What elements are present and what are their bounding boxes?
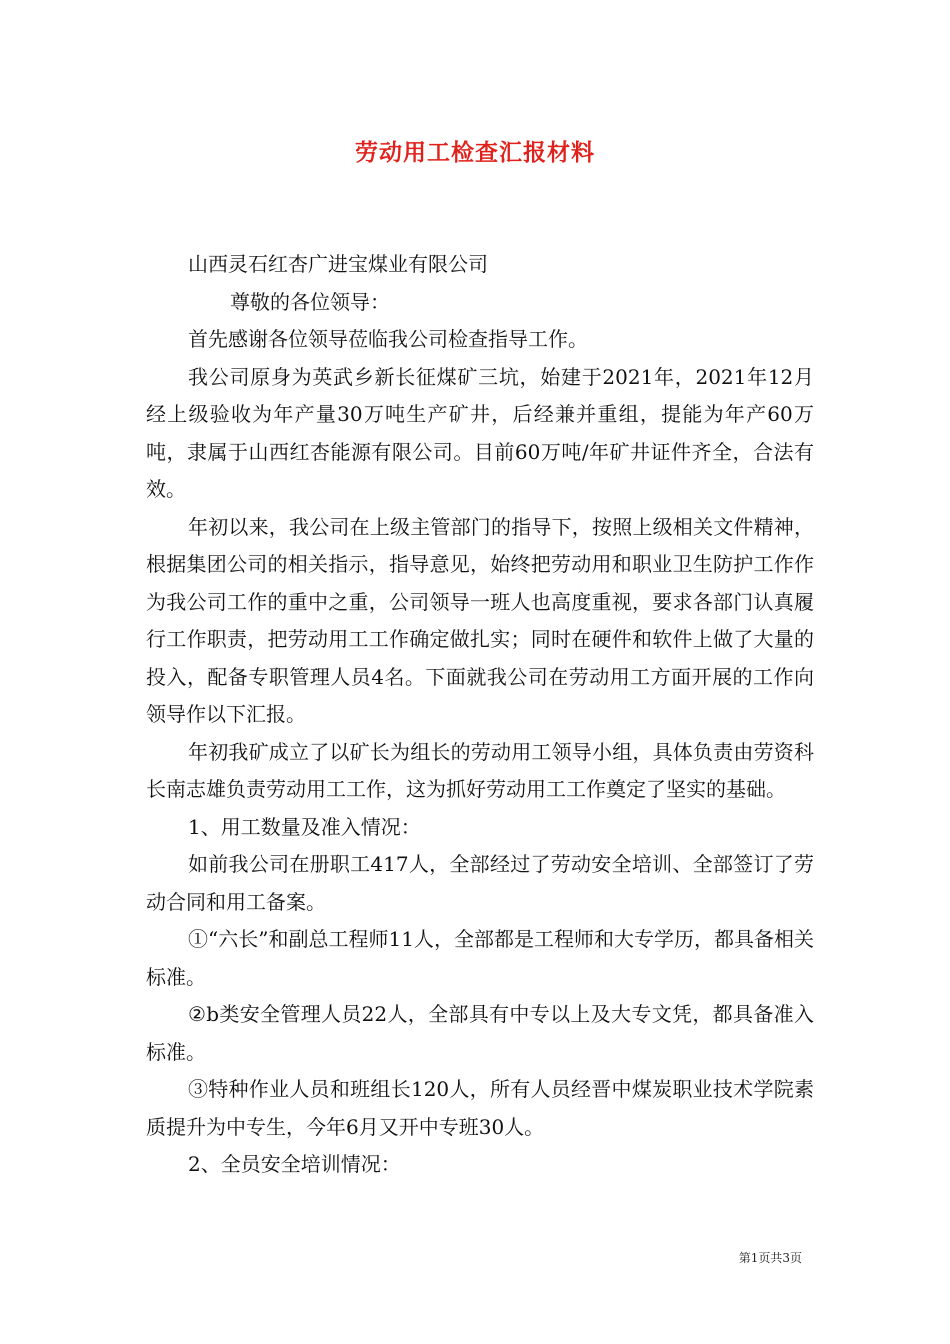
list-item: ①“六长”和副总工程师11人，全部都是工程师和大专学历，都具备相关标准。 <box>146 927 814 989</box>
list-item: ③特种作业人员和班组长120人，所有人员经晋中煤炭职业技术学院素质提升为中专生，今年6月又开中专班30人。 <box>146 1077 814 1139</box>
section-heading: 1、用工数量及准入情况： <box>188 814 421 839</box>
page-number: 第1页共3页 <box>738 1251 802 1265</box>
document-body <box>146 246 814 1184</box>
paragraph: 年初以来，我公司在上级主管部门的指导下，按照上级相关文件精神，根据集团公司的相关指示，指导意见，始终把劳动用和职业卫生防护工作作为我公司工作的重中之重，公司领导一班人也高度重视，要求各部门认真履行工作职责，把劳动用工工作确定做扎实；同时在硬件和软件上做了大量的投入，配备专职管理人员4名。下面就我公司在劳动用工方面开展的工作向领导作以下汇报。 <box>146 514 814 726</box>
list-item: ②b类安全管理人员22人，全部具有中专以上及大专文凭，都具备准入标准。 <box>146 1002 814 1064</box>
paragraph: 年初我矿成立了以矿长为组长的劳动用工领导小组，具体负责由劳资科长南志雄负责劳动用工工作，这为抓好劳动用工工作奠定了坚实的基础。 <box>146 739 814 801</box>
salutation: 尊敬的各位领导： <box>230 289 390 314</box>
company-name: 山西灵石红杏广进宝煤业有限公司 <box>188 252 488 276</box>
section-heading: 2、全员安全培训情况： <box>188 1152 401 1176</box>
page-title: 劳动用工检查汇报材料 <box>355 139 595 166</box>
paragraph: 首先感谢各位领导莅临我公司检查指导工作。 <box>188 327 588 351</box>
paragraph: 我公司原身为英武乡新长征煤矿三坑，始建于2021年，2021年12月经上级验收为年产量30万吨生产矿井，后经兼并重组，提能为年产60万吨，隶属于山西红杏能源有限公司。目前60万吨/年矿井证件齐全，合法有效。 <box>146 364 814 501</box>
paragraph: 如前我公司在册职工417人，全部经过了劳动安全培训、全部签订了劳动合同和用工备案。 <box>146 852 814 914</box>
